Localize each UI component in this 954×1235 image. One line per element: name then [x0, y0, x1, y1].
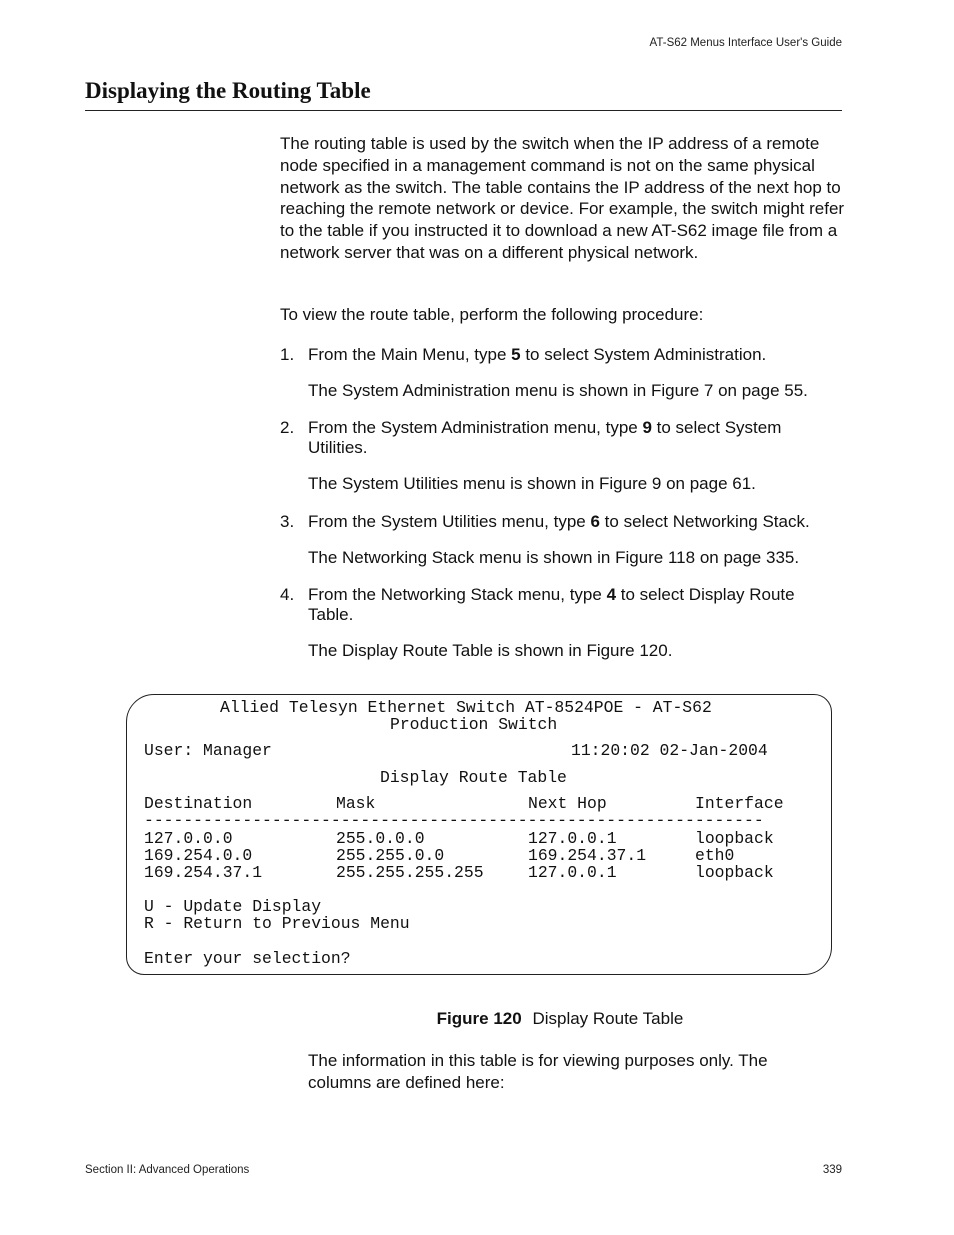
closing-paragraph: The information in this table is for viewing purposes only. The columns are defined here:: [308, 1051, 768, 1092]
route-mask: 255.255.255.255: [336, 863, 484, 882]
step-number: 3.: [280, 512, 295, 531]
procedure-lead: To view the route table, perform the following procedure:: [280, 305, 704, 324]
terminal-user: User: Manager: [144, 741, 272, 760]
step-2: [280, 418, 820, 458]
route-mask: 255.255.0.0: [336, 846, 445, 865]
title-rule: [85, 110, 842, 111]
menu-option-update: U - Update Display: [144, 897, 322, 916]
step-text: From the System Administration menu, type 9 to select System Utilities.: [308, 418, 782, 457]
step-1: [280, 345, 820, 365]
step-3-note: The Networking Stack menu is shown in Figure 118 on page 335.: [308, 548, 800, 567]
step-2-note: The System Utilities menu is shown in Figure 9 on page 61.: [308, 474, 756, 493]
route-next-hop: 169.254.37.1: [528, 846, 647, 865]
key-value: 4: [606, 585, 617, 604]
column-header-interface: Interface: [695, 794, 784, 813]
step-3: [280, 512, 820, 532]
key-value: 9: [642, 418, 652, 437]
terminal-banner: Allied Telesyn Ethernet Switch AT-8524POE - AT-S62: [220, 698, 712, 717]
column-header-mask: Mask: [336, 794, 376, 813]
running-header: AT-S62 Menus Interface User's Guide: [649, 37, 842, 49]
terminal-prompt: Enter your selection?: [144, 949, 351, 968]
figure-caption: [0, 1009, 954, 1029]
route-next-hop: 127.0.0.1: [528, 863, 617, 882]
section-title: Displaying the Routing Table: [85, 78, 371, 103]
step-text: From the Main Menu, type 5 to select System Administration.: [308, 345, 767, 364]
terminal-separator: ---------------------------------------------------------------: [144, 811, 764, 830]
terminal-banner-subtitle: Production Switch: [390, 715, 558, 734]
terminal-screen-title: Display Route Table: [380, 768, 567, 787]
key-value: 5: [511, 345, 521, 364]
route-next-hop: 127.0.0.1: [528, 829, 617, 848]
route-interface: loopback: [695, 863, 774, 882]
step-4-note: The Display Route Table is shown in Figure 120.: [308, 641, 673, 660]
column-header-destination: Destination: [144, 794, 253, 813]
route-destination: 169.254.37.1: [144, 863, 263, 882]
step-4: [280, 585, 820, 625]
route-destination: 169.254.0.0: [144, 846, 253, 865]
route-interface: loopback: [695, 829, 774, 848]
terminal-datetime: 11:20:02 02-Jan-2004: [571, 741, 768, 760]
route-destination: 127.0.0.0: [144, 829, 233, 848]
step-number: 2.: [280, 418, 295, 437]
route-mask: 255.0.0.0: [336, 829, 425, 848]
step-number: 4.: [280, 585, 295, 604]
footer-section: Section II: Advanced Operations: [85, 1164, 250, 1176]
step-text: From the System Utilities menu, type 6 to select Networking Stack.: [308, 512, 810, 531]
step-text: From the Networking Stack menu, type 4 to select Display Route Table.: [308, 585, 795, 624]
route-interface: eth0: [695, 846, 735, 865]
column-header-next-hop: Next Hop: [528, 794, 607, 813]
figure-title: Display Route Table: [532, 1009, 684, 1028]
intro-paragraph: The routing table is used by the switch when the IP address of a remote node specified in a management command is not on the same physical network as the switch. The table contains the IP address of the next hop to reaching the remote network or device. For example, the switch might refer to the table if you instructed it to download a new AT-S62 image file from a network server that was on a different physical network.: [280, 134, 845, 262]
menu-option-return: R - Return to Previous Menu: [144, 914, 410, 933]
figure-label: Figure 120: [436, 1009, 522, 1028]
page-number: 339: [822, 1164, 842, 1176]
step-number: 1.: [280, 345, 295, 364]
key-value: 6: [590, 512, 600, 531]
step-1-note: The System Administration menu is shown in Figure 7 on page 55.: [308, 381, 808, 400]
